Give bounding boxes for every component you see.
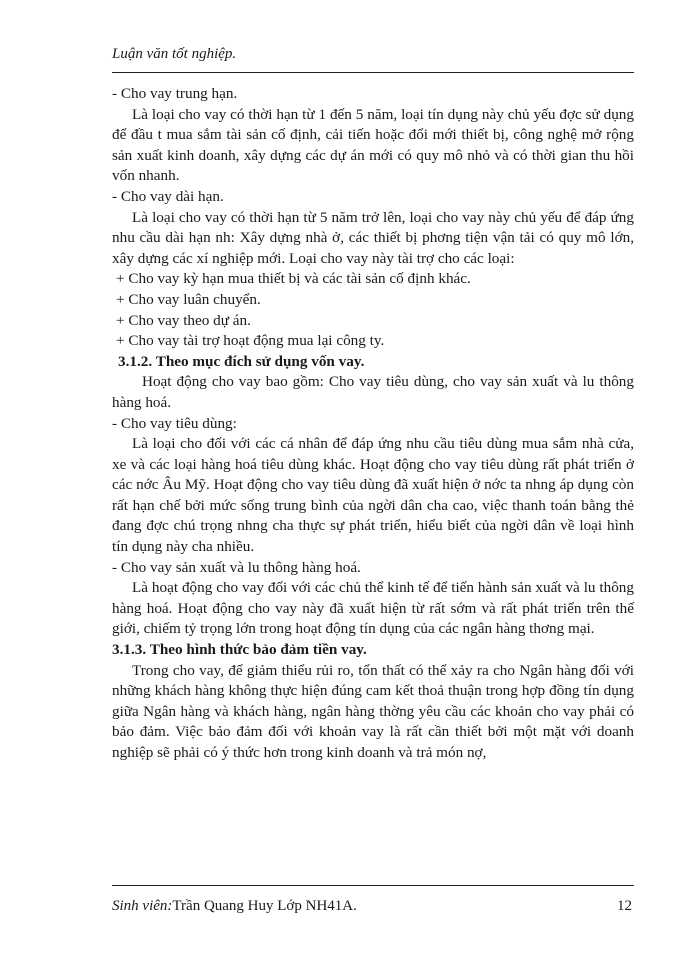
bullet-acquisition: + Cho vay tài trợ hoạt động mua lại công ty.	[116, 332, 385, 350]
list-item-consumer: - Cho vay tiêu dùng:	[112, 414, 237, 432]
page-number: 12	[617, 898, 632, 914]
document-body	[112, 84, 634, 764]
paragraph-consumer: Là loại cho đối với các cá nhân để đáp ứng nhu cầu tiêu dùng mua sắm nhà cửa, xe và các loại hàng hoá tiêu dùng khác. Hoạt động cho vay tiêu dùng rất phát triển ở các nớc Âu Mỹ. Hoạt động cho vay tiêu dùng đã xuất hiện ở nớc ta nhng áp dụng còn rất hạn chế bởi mức sống trung bình của ngời dân cha cao, việc thanh toán bằng thẻ đang đợc chú trọng nhng cha thực sự phát triển, hiểu biết của ngời dân về loại hình tín dụng này cha nhiều.	[112, 435, 634, 556]
page-footer	[112, 898, 632, 915]
list-item-long-term: - Cho vay dài hạn.	[112, 187, 224, 205]
paragraph-collateral: Trong cho vay, để giảm thiểu rủi ro, tổn thất có thể xảy ra cho Ngân hàng đối với những khách hàng không thực hiện đúng cam kết thoả thuận trong hợp đồng tín dụng giữa Ngân hàng và khách hàng, ngân hàng thờng yêu cầu các khoản cho vay phải có bảo đảm. Việc bảo đảm đối với khoản vay là rất cần thiết bởi một mặt với doanh nghiệp sẽ phải có ý thức hơn trong kinh doanh và trả món nợ,	[112, 661, 634, 761]
footer-student-name: Trần Quang Huy Lớp NH41A.	[172, 898, 357, 914]
paragraph-long-term: Là loại cho vay có thời hạn từ 5 năm trở lên, loại cho vay này chủ yếu để đáp ứng nhu cầu dài hạn nh: Xây dựng nhà ở, các thiết bị phơng tiện vận tải có quy mô lớn, xây dựng các xí nghiệp mới. Loại cho vay này tài trợ cho các loại:	[112, 208, 634, 267]
bullet-revolving: + Cho vay luân chuyển.	[116, 290, 261, 308]
list-item-production: - Cho vay sản xuất và lu thông hàng hoá.	[112, 558, 361, 576]
bullet-project: + Cho vay theo dự án.	[116, 311, 251, 329]
list-item-medium-term: - Cho vay trung hạn.	[112, 85, 238, 102]
paragraph-production: Là hoạt động cho vay đối với các chủ thể kinh tế để tiến hành sản xuất và lu thông hàng hoá. Hoạt động cho vay này đã xuất hiện từ rất sớm và rất phát triển trên thế giới, chiếm tỷ trọng lớn trong hoạt động tín dụng của các ngân hàng thơng mại.	[112, 579, 634, 638]
bullet-equipment: + Cho vay kỳ hạn mua thiết bị và các tài sản cố định khác.	[116, 270, 471, 288]
paragraph-medium-term: Là loại cho vay có thời hạn từ 1 đến 5 năm, loại tín dụng này chủ yếu đợc sử dụng để đầu t mua sắm tài sản cố định, cải tiến hoặc đổi mới thiết bị, công nghệ mở rộng sản xuất kinh doanh, xây dựng các dự án mới có quy mô nhỏ và có thời gian thu hồi vốn nhanh.	[112, 105, 634, 185]
footer-divider	[112, 885, 634, 886]
paragraph-purpose: Hoạt động cho vay bao gồm: Cho vay tiêu dùng, cho vay sản xuất và lu thông hàng hoá.	[112, 373, 634, 411]
footer-student-label: Sinh viên:	[112, 898, 173, 914]
section-heading-collateral: 3.1.3. Theo hình thức bảo đảm tiền vay.	[112, 641, 367, 659]
section-heading-purpose: 3.1.2. Theo mục đích sử dụng vốn vay.	[118, 352, 365, 370]
header-divider	[112, 72, 634, 73]
page-header: Luận văn tốt nghiệp.	[112, 46, 237, 62]
